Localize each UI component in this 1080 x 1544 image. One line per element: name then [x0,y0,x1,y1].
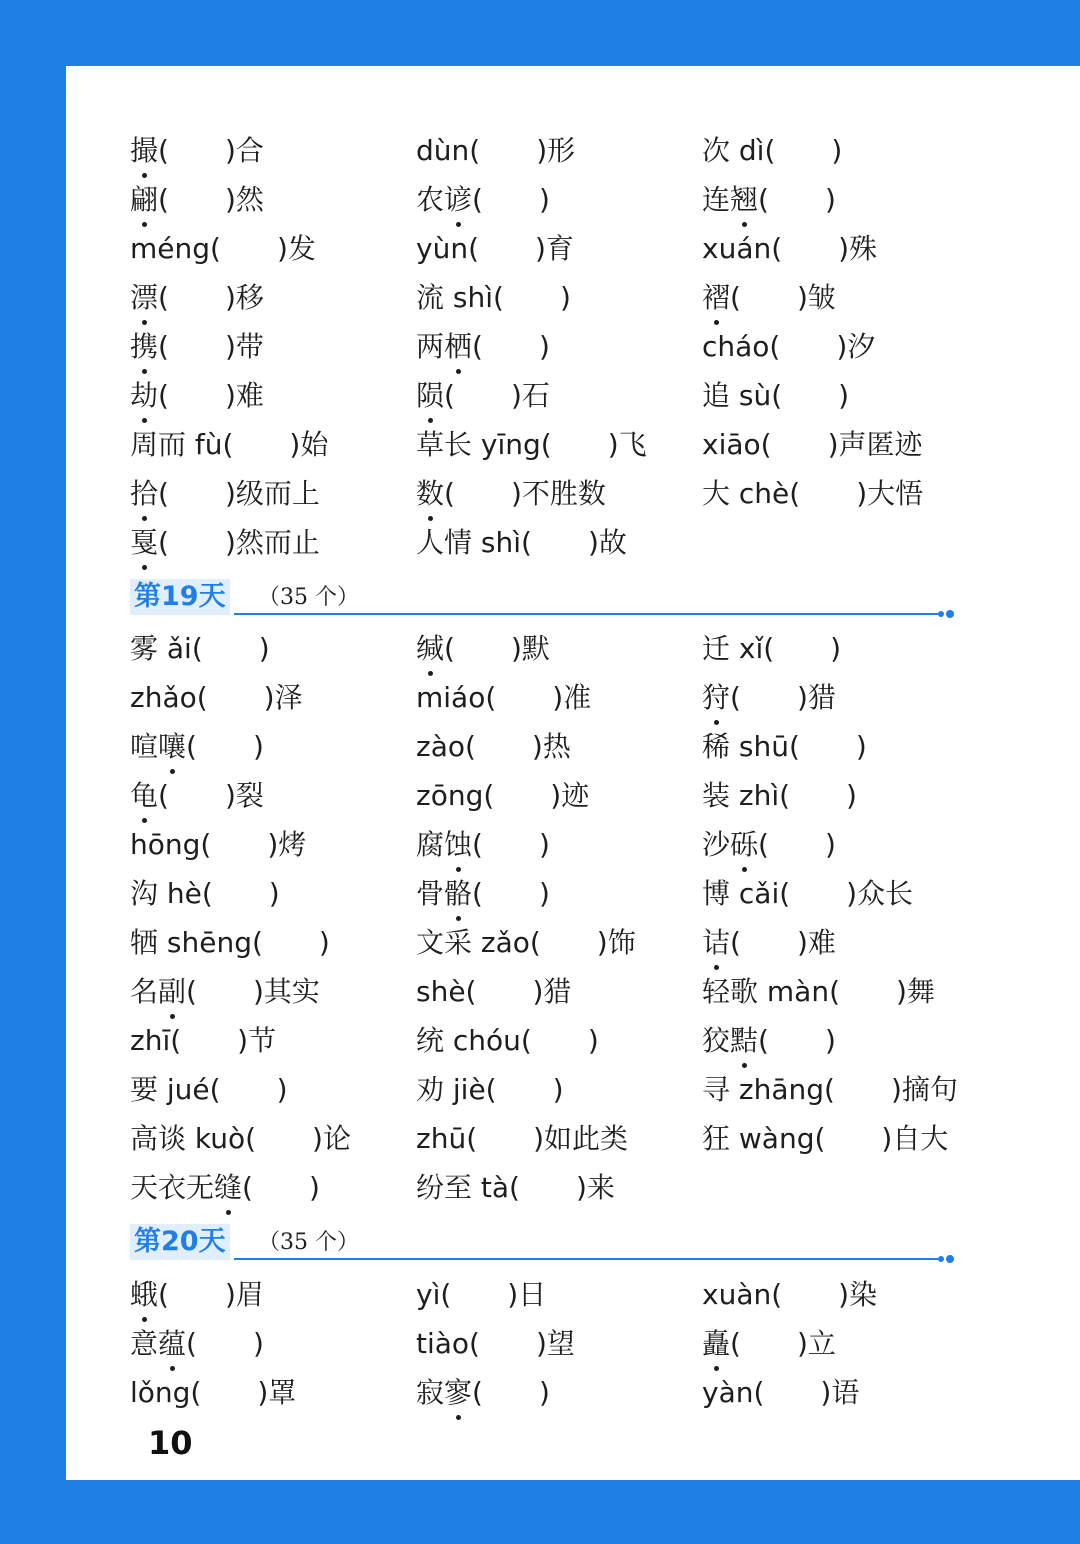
word-item: 牺 shēng( ) [130,926,330,959]
word-item: 缄( )默 [416,624,550,673]
word-item: 撮( )合 [130,126,264,175]
word-item: xiāo( )声匿迹 [702,428,923,461]
word-item: 沟 hè( ) [130,877,280,910]
list-item [130,771,1010,820]
list-item [130,175,1010,224]
list-item [130,869,1010,918]
list-item [130,1016,1010,1065]
word-item: miáo( )准 [416,681,592,714]
word-item: 追 sù( ) [702,379,850,412]
list-item [130,1114,1010,1163]
word-item: 拾( )级而上 [130,469,320,518]
word-item: 诘( )难 [702,918,836,967]
word-item: yàn( )语 [702,1376,860,1409]
word-item: 意蕴( ) [130,1319,264,1368]
word-item: 寻 zhāng( )摘句 [702,1073,958,1106]
word-item: méng( )发 [130,232,316,265]
word-item: 周而 fù( )始 [130,428,329,461]
section-title: 第20天 [130,1224,230,1260]
word-item: 统 chóu( ) [416,1024,599,1057]
word-item: 大 chè( )大悟 [702,477,924,510]
word-item: 轻歌 màn( )舞 [702,975,935,1008]
word-item: 雾 ǎi( ) [130,632,270,665]
word-item: 携( )带 [130,322,264,371]
word-item: 寂寥( ) [416,1368,550,1417]
word-item: zhū( )如此类 [416,1122,629,1155]
word-item: 狩( )猎 [702,673,836,722]
divider-dot-icon [946,610,954,618]
divider-dot-icon [938,1256,944,1262]
word-item: xuán( )殊 [702,232,878,265]
word-item: 翩( )然 [130,175,264,224]
word-item: 劝 jiè( ) [416,1073,564,1106]
section-count: （35 个） [258,1230,359,1255]
word-item: 两栖( ) [416,322,550,371]
list-item [130,722,1010,771]
word-item: 博 cǎi( )众长 [702,877,914,910]
list-item [130,322,1010,371]
word-item: 狂 wàng( )自大 [702,1122,949,1155]
word-item: 次 dì( ) [702,134,843,167]
word-item: tiào( )望 [416,1327,575,1360]
section-title: 第19天 [130,579,230,615]
word-item: 迁 xǐ( ) [702,632,842,665]
word-item: dùn( )形 [416,134,576,167]
list-item [130,518,1010,567]
word-item: 龟( )裂 [130,771,264,820]
word-item: yùn( )育 [416,232,574,265]
word-item: 天衣无缝( ) [130,1163,320,1212]
list-item [130,918,1010,967]
section-header-day-19 [130,579,954,619]
page-number: 10 [148,1424,193,1462]
word-item: 陨( )石 [416,371,550,420]
word-item: 漂( )移 [130,273,264,322]
list-item [130,1163,1010,1212]
word-item: zōng( )迹 [416,779,590,812]
list-item [130,1368,1010,1417]
word-item: 装 zhì( ) [702,779,857,812]
list-item [130,420,1010,469]
word-item: 高谈 kuò( )论 [130,1122,351,1155]
section-count: （35 个） [258,585,359,610]
section-header-day-20 [130,1224,954,1264]
list-item [130,1319,1010,1368]
word-item: 矗( )立 [702,1319,836,1368]
word-item: shè( )猎 [416,975,572,1008]
list-item [130,1270,1010,1319]
word-item: 文采 zǎo( )饰 [416,926,636,959]
word-item: 蛾( )眉 [130,1270,264,1319]
word-item: 腐蚀( ) [416,820,550,869]
divider-dot-icon [938,611,944,617]
section-divider [234,613,938,615]
divider-dot-icon [946,1255,954,1263]
word-item: 草长 yīng( )飞 [416,428,647,461]
list-item [130,673,1010,722]
word-grid-block-3 [130,1270,1010,1417]
list-item [130,967,1010,1016]
word-item: yì( )日 [416,1278,547,1311]
word-item: 稀 shū( ) [702,730,867,763]
word-item: 狡黠( ) [702,1016,836,1065]
list-item [130,371,1010,420]
word-item: 数( )不胜数 [416,469,606,518]
word-item: cháo( )汐 [702,330,876,363]
word-item: hōng( )烤 [130,828,307,861]
word-item: zào( )热 [416,730,571,763]
word-item: 戛( )然而止 [130,518,320,567]
list-item [130,469,1010,518]
list-item [130,224,1010,273]
word-item: xuàn( )染 [702,1278,878,1311]
list-item [130,1065,1010,1114]
word-item: zhǎo( )泽 [130,681,303,714]
list-item [130,820,1010,869]
word-item: 要 jué( ) [130,1073,288,1106]
word-item: 名副( )其实 [130,967,320,1016]
list-item [130,126,1010,175]
word-item: 褶( )皱 [702,273,836,322]
word-item: 劫( )难 [130,371,264,420]
word-item: 流 shì( ) [416,281,571,314]
word-item: 喧嚷( ) [130,722,264,771]
word-item: 农谚( ) [416,175,550,224]
word-item: 人情 shì( )故 [416,526,627,559]
list-item [130,624,1010,673]
word-grid-block-2 [130,624,1010,1212]
word-item: zhī( )节 [130,1024,277,1057]
word-grid-block-1 [130,126,1010,567]
word-item: 骨骼( ) [416,869,550,918]
section-divider [234,1258,938,1260]
workbook-page [66,66,1080,1480]
list-item [130,273,1010,322]
word-item: lǒng( )罩 [130,1376,297,1409]
word-item: 纷至 tà( )来 [416,1171,615,1204]
word-item: 沙砾( ) [702,820,836,869]
word-item: 连翘( ) [702,175,836,224]
